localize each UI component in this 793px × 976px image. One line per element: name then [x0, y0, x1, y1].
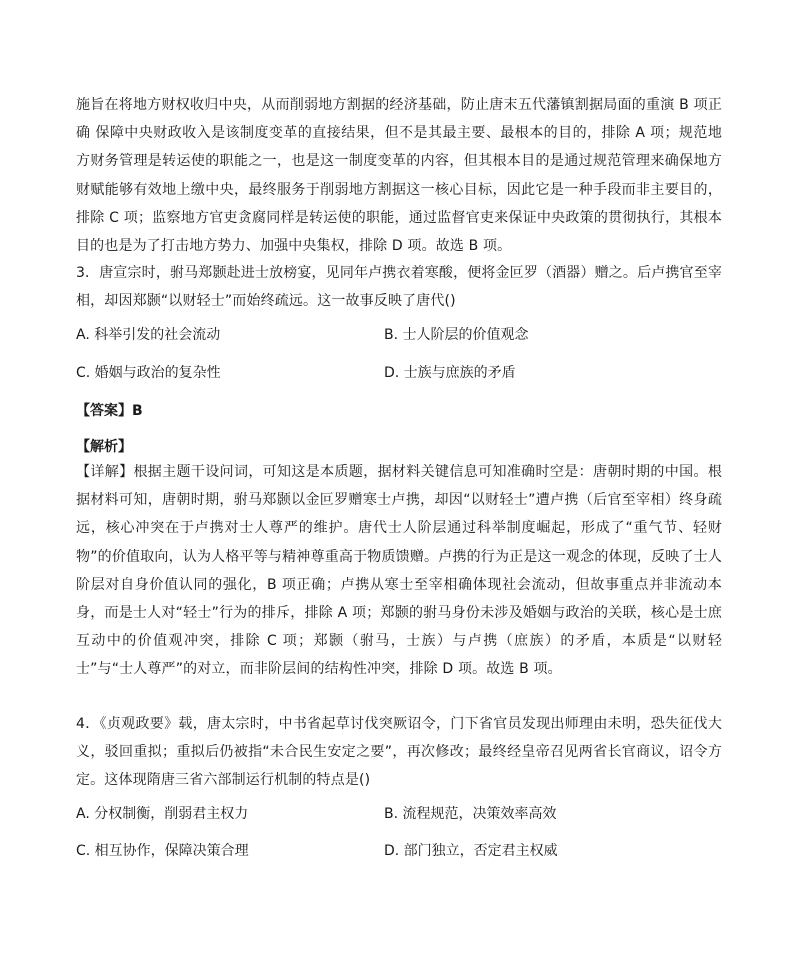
question-4-option-c: C. 相互协作，保障决策合理 — [76, 843, 249, 859]
question-3-option-a: A. 科举引发的社会流动 — [76, 327, 221, 343]
question-4-stem: 4．《贞观政要》载，唐太宗时，中书省起草讨伐突厥诏令，门下省官员发现出师理由未明，恐失征伐大义，驳回重拟；重拟后仍被指“未合民生安定之要”，再次修改；最终经皇帝召见两省长官商议，诏令方定。这体现隋唐三省六部制运行机制的特点是() — [76, 716, 722, 789]
question-4-option-b: B. 流程规范，决策效率高效 — [384, 806, 557, 822]
paragraph-previous-analysis: 施旨在将地方财权收归中央，从而削弱地方割据的经济基础，防止唐末五代藩镇割据局面的重演 B 项正确 保障中央财政收入是该制度变革的直接结果，但不是其最主要、最根本的目的，排除 A 项；规范地方财务管理是转运使的职能之一，也是这一制度变革的内容，但其根本目的是通过规范管理来确保地方财赋能够有效地上缴中央，最终服务于削弱地方割据这一核心目标，因此它是一种手段而非主要目的，排除 C 项；监察地方官吏贪腐同样是转运使的职能，通过监督官吏来保证中央政策的贯彻执行，其根本目的也是为了打击地方势力、加强中央集权，排除 D 项。故选 B 项。 — [76, 97, 722, 255]
question-3-answer: 【答案】B — [76, 403, 143, 419]
question-3-analysis-label: 【解析】 — [76, 439, 132, 455]
question-4-option-d: D. 部门独立，否定君主权威 — [384, 843, 558, 859]
question-3-option-b: B. 士人阶层的价值观念 — [384, 327, 529, 343]
question-3-stem: 3．唐宣宗时，驸马郑颢赴进士放榜宴，见同年卢携衣着寒酸，便将金叵罗（酒器）赠之。后卢携官至宰相，却因郑颢“以财轻士”而始终疏远。这一故事反映了唐代() — [76, 265, 722, 310]
question-3-option-d: D. 士族与庶族的矛盾 — [384, 365, 516, 381]
question-3-option-c: C. 婚姻与政治的复杂性 — [76, 365, 221, 381]
question-3-analysis: 【详解】根据主题干设问词，可知这是本质题，据材料关键信息可知准确时空是：唐朝时期的中国。根据材料可知，唐朝时期，驸马郑颢以金叵罗赠寒士卢携，却因“以财轻士”遭卢携（后官至宰相）终身疏远，核心冲突在于卢携对士人尊严的维护。唐代士人阶层通过科举制度崛起，形成了“重气节、轻财物”的价值取向，认为人格平等与精神尊重高于物质馈赠。卢携的行为正是这一观念的体现，反映了士人阶层对自身价值认同的强化，B 项正确；卢携从寒士至宰相确体现社会流动，但故事重点并非流动本身，而是士人对“轻士”行为的排斥，排除 A 项；郑颢的驸马身份未涉及婚姻与政治的关联，核心是士庶互动中的价值观冲突，排除 C 项；郑颢（驸马，士族）与卢携（庶族）的矛盾，本质是“以财轻士”与“士人尊严”的对立，而非阶层间的结构性冲突，排除 D 项。故选 B 项。 — [76, 464, 722, 678]
question-4-option-a: A. 分权制衡，削弱君主权力 — [76, 806, 249, 822]
